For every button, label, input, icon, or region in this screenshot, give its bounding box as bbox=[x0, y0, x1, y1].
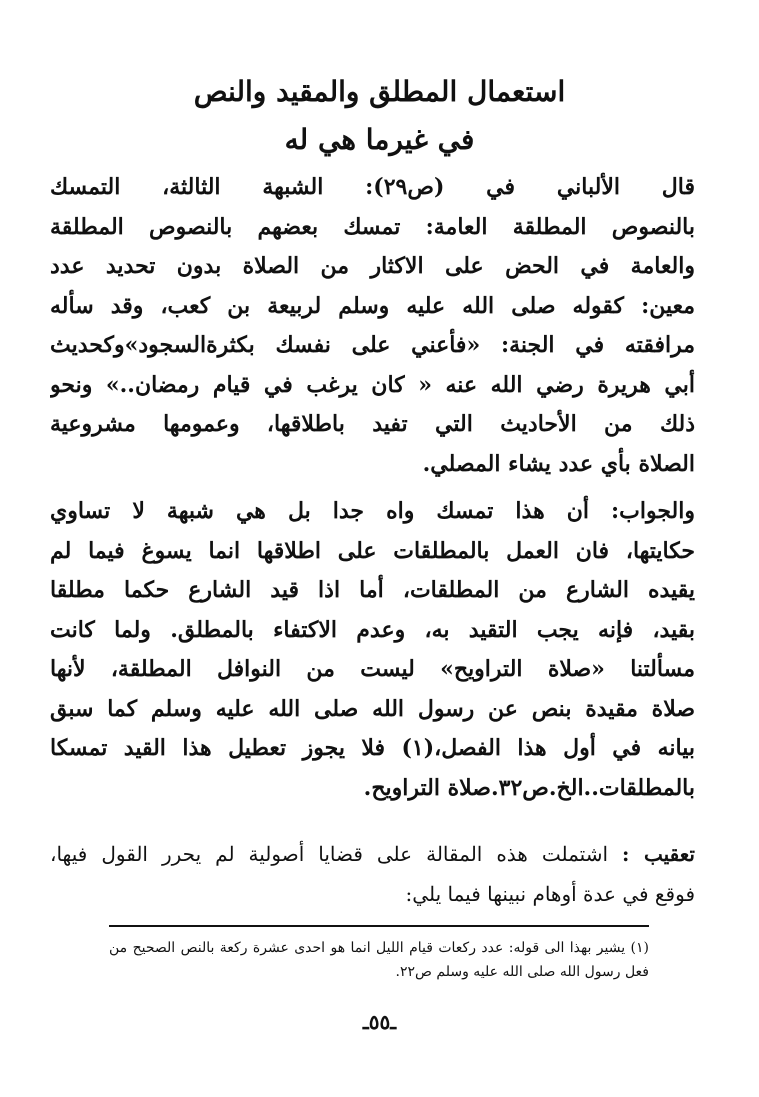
text-line: مرافقته في الجنة: «فأعني على نفسك بكثرةالسجود»وكحديث bbox=[50, 332, 695, 358]
text-line: بيانه في أول هذا الفصل،(١) فلا يجوز تعطيل هذا القيد تمسكا bbox=[50, 735, 695, 761]
text-line: بالمطلقات..الخ.ص٣٢.صلاة التراويح. bbox=[363, 774, 695, 801]
chapter-title-line-2: في غيرما هي له bbox=[284, 123, 475, 156]
text-line: والجواب: أن هذا تمسك واه جدا بل هي شبهة لا تساوي bbox=[50, 498, 695, 524]
commentary-line-1 bbox=[50, 834, 695, 874]
commentary-lead: تعقيب : bbox=[622, 842, 695, 866]
footnote-line: (١) يشير بهذا الى قوله: عدد ركعات قيام الليل انما هو احدى عشرة ركعة بالنص الصحيح من bbox=[109, 940, 649, 956]
page-number: ـ٥٥ـ bbox=[362, 1010, 397, 1034]
commentary-line-2: فوقع في عدة أوهام نبينها فيما يلي: bbox=[405, 882, 695, 906]
text-line: قال الألباني في (ص٢٩): الشبهة الثالثة، التمسك bbox=[50, 174, 695, 200]
text-line: ذلك من الأحاديث التي تفيد باطلاقها، وعمومها مشروعية bbox=[50, 411, 695, 437]
chapter-title-line-1: استعمال المطلق والمقيد والنص bbox=[193, 75, 566, 108]
commentary-text: اشتملت هذه المقالة على قضايا أصولية لم يحرر القول فيها، bbox=[50, 842, 623, 866]
text-line: بالنصوص المطلقة العامة: تمسك بعضهم بالنصوص المطلقة bbox=[50, 213, 695, 240]
commentary-block bbox=[50, 834, 695, 914]
text-line: صلاة مقيدة بنص عن رسول الله صلى الله عليه وسلم كما سبق bbox=[50, 695, 695, 722]
text-line: حكايتها، فان العمل بالمطلقات على اطلاقها انما يسوغ فيما لم bbox=[50, 537, 695, 564]
text-line: والعامة في الحض على الاكثار من الصلاة بدون تحديد عدد bbox=[50, 253, 695, 279]
text-line: مسألتنا «صلاة التراويح» ليست من النوافل المطلقة، لأنها bbox=[50, 656, 695, 682]
text-line: معين: كقوله صلى الله عليه وسلم لربيعة بن كعب، وقد سأله bbox=[50, 292, 695, 319]
footnote-line: فعل رسول الله صلى الله عليه وسلم ص٢٢. bbox=[395, 964, 649, 980]
footnote-divider bbox=[109, 925, 649, 927]
text-line: بقيد، فإنه يجب التقيد به، وعدم الاكتفاء بالمطلق. ولما كانت bbox=[50, 616, 695, 643]
text-line: الصلاة بأي عدد يشاء المصلي. bbox=[422, 450, 695, 477]
text-line: يقيده الشارع من المطلقات، أما اذا قيد الشارع حكما مطلقا bbox=[50, 577, 695, 603]
paragraph-answer bbox=[50, 492, 695, 808]
footnote-block bbox=[109, 936, 649, 984]
text-line: أبي هريرة رضي الله عنه « كان يرغب في قيام رمضان..» ونحو bbox=[50, 371, 695, 398]
paragraph-quote bbox=[50, 168, 695, 484]
